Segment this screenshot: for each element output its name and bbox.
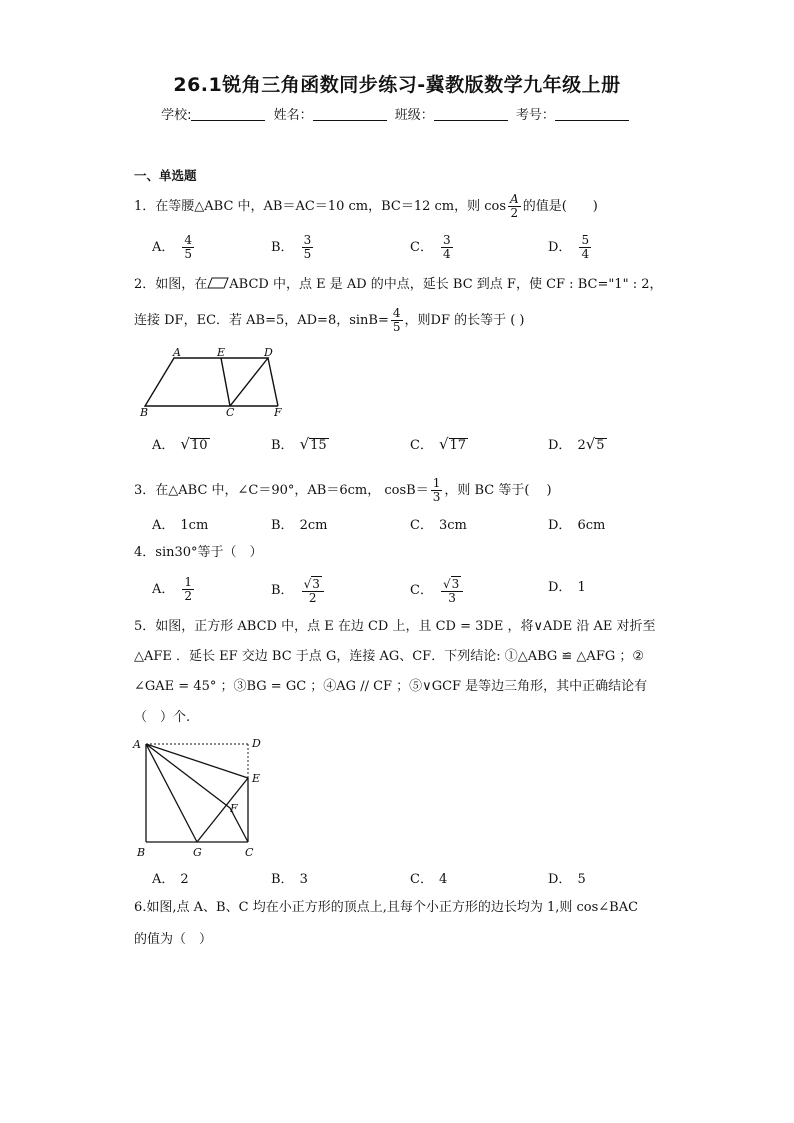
option-c[interactable]: C． 4 [410, 872, 448, 887]
option-d[interactable]: D． 1 [548, 580, 586, 595]
label-e: E [252, 772, 261, 785]
name-label: 姓名： [273, 108, 313, 123]
label-b: B [140, 406, 149, 418]
section-title: 一、单选题 [134, 168, 197, 183]
option-b[interactable]: B． √15 [271, 435, 327, 453]
exam-no-label: 考号： [515, 108, 555, 123]
option-b[interactable]: B． 2cm [271, 518, 328, 533]
class-blank[interactable] [434, 106, 508, 121]
option-d[interactable]: D． 2√5 [548, 435, 605, 453]
option-a[interactable]: A． 1cm [152, 518, 209, 533]
option-d[interactable]: D． 5 [548, 872, 586, 887]
parallelogram-figure [138, 346, 288, 418]
question-2-line-2: 连接 DF，EC．若 AB=5，AD=8，sinB= $\frac{4}{5}$ ，则DF 的长等于 ( ) [134, 306, 525, 334]
label-f: F [274, 406, 282, 418]
question-5-options [0, 868, 794, 894]
question-4-stem: 4．sin30°等于（ ） [134, 545, 263, 560]
option-c[interactable]: C． $\frac{3}{4}$ [410, 233, 451, 261]
option-d[interactable]: D． 6cm [548, 518, 606, 533]
class-label: 班级： [394, 108, 434, 123]
exam-no-blank[interactable] [555, 106, 629, 121]
option-a[interactable]: A． $\frac{4}{5}$ [152, 233, 193, 261]
label-f: F [230, 802, 238, 815]
question-3-stem: 3．在△ABC 中，∠C＝90°，AB＝6cm， cosB＝ $\frac{1}{3}$ ，则 BC 等于( ) [134, 476, 552, 504]
option-b[interactable]: B． $\frac{√3}{2}$ [271, 576, 326, 605]
question-3-options [0, 514, 794, 540]
option-c[interactable]: C． $\frac{√3}{3}$ [410, 576, 465, 605]
option-c[interactable]: C． 3cm [410, 518, 467, 533]
question-5-line-1: 5．如图，正方形 ABCD 中，点 E 在边 CD 上，且 CD = 3DE ，将∨ADE 沿 AE 对折至 [134, 619, 656, 634]
question-5-line-2: △AFE ．延长 EF 交边 BC 于点 G，连接 AG、CF．下列结论: ①△ABG ≌ △AFG ；② [134, 649, 645, 664]
student-info-line [0, 104, 794, 123]
option-a[interactable]: A． $\frac{1}{2}$ [152, 575, 193, 603]
question-6-line-2: 的值为（ ） [134, 932, 213, 947]
question-2-line-1: 2．如图，在 ABCD 中，点 E 是 AD 的中点，延长 BC 到点 F，使 CF : BC="1" : 2， [134, 277, 663, 292]
question-6-line-1: 6.如图,点 A、B、C 均在小正方形的顶点上,且每个小正方形的边长均为 1,则 cos∠BAC [134, 900, 639, 915]
label-c: C [245, 846, 254, 859]
school-label: 学校: [161, 108, 192, 123]
question-4-options [0, 575, 794, 605]
option-a[interactable]: A． √10 [152, 435, 208, 453]
label-d: D [252, 737, 261, 750]
label-g: G [193, 846, 202, 859]
question-5-line-4: （ ）个. [134, 710, 191, 725]
fraction: $\frac{A}{2}$ [510, 192, 519, 220]
school-blank[interactable] [191, 106, 265, 121]
page-title: 26.1锐角三角函数同步练习-冀教版数学九年级上册 [173, 74, 621, 96]
label-e: E [217, 346, 226, 359]
option-b[interactable]: B． 3 [271, 872, 308, 887]
parallelogram-icon [207, 277, 229, 289]
label-a: A [133, 738, 141, 751]
option-a[interactable]: A． 2 [152, 872, 189, 887]
question-5-line-3: ∠GAE = 45° ；③BG = GC ；④AG // CF ；⑤∨GCF 是等边三角形，其中正确结论有 [134, 679, 648, 694]
label-b: B [137, 846, 146, 859]
option-b[interactable]: B． $\frac{3}{5}$ [271, 233, 312, 261]
label-c: C [226, 406, 235, 418]
square-fold-figure [130, 736, 270, 860]
option-d[interactable]: D． $\frac{5}{4}$ [548, 233, 590, 261]
label-d: D [264, 346, 273, 359]
label-a: A [173, 346, 181, 359]
question-2-options [0, 434, 794, 460]
name-blank[interactable] [313, 106, 387, 121]
question-1-stem: 1．在等腰△ABC 中，AB＝AC＝10 cm，BC＝12 cm，则 cos $\frac{A}{2}$ 的值是( ) [134, 192, 598, 220]
option-c[interactable]: C． √17 [410, 435, 467, 453]
question-1-options [0, 234, 794, 260]
